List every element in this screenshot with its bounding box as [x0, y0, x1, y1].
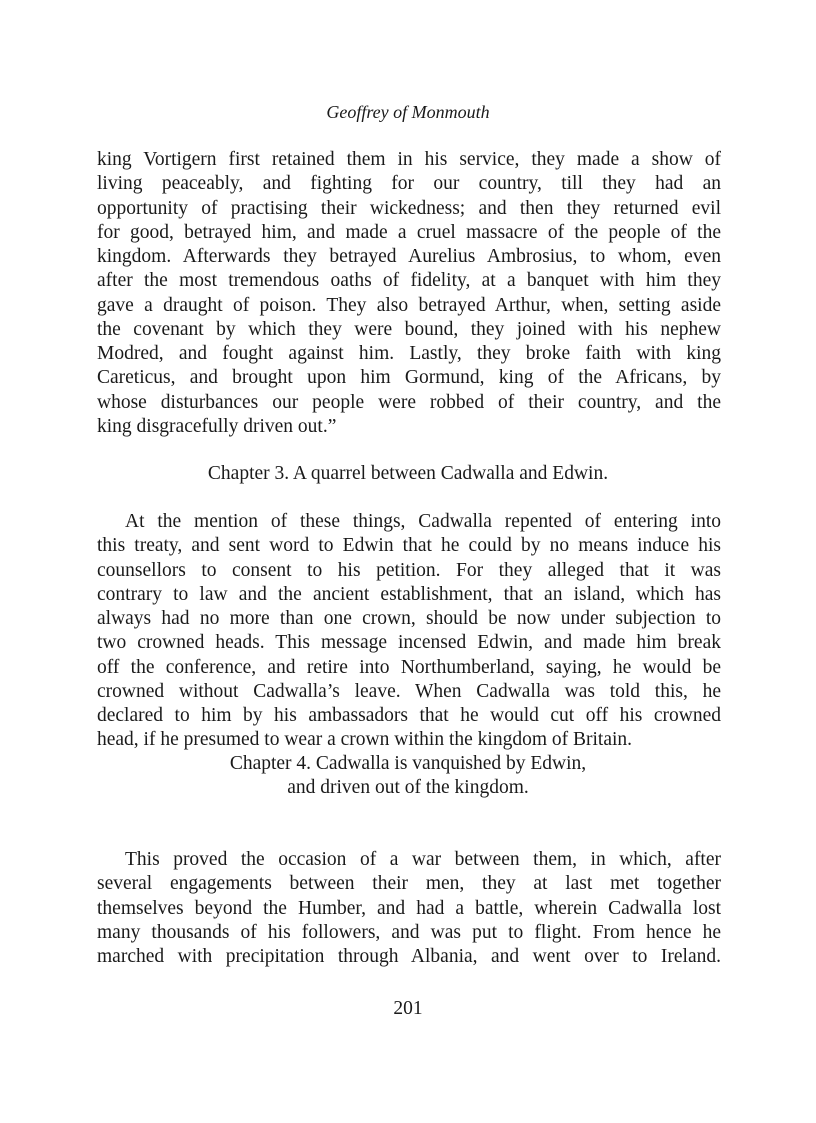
text-line: after the most tremendous oaths of fidelity, at a banquet with him they [97, 270, 721, 292]
text-line: gave a draught of poison. They also betrayed Arthur, when, setting aside [97, 294, 721, 316]
text-line: themselves beyond the Humber, and had a battle, wherein Cadwalla lost [97, 897, 721, 919]
text-line: This proved the occasion of a war between them, in which, after [125, 849, 721, 870]
text-line: marched with precipitation through Albania, and went over to Ireland. [97, 946, 721, 967]
text-line: living peaceably, and fighting for our country, till they had an [97, 173, 721, 195]
text-line: opportunity of practising their wickedness; and then they returned evil [97, 197, 721, 219]
text-line: kingdom. Afterwards they betrayed Aurelius Ambrosius, to whom, even [97, 246, 721, 267]
text-line: several engagements between their men, they at last met together [97, 873, 721, 895]
text-line: head, if he presumed to wear a crown within the kingdom of Britain. [97, 729, 633, 751]
text-line: crowned without Cadwalla’s leave. When Cadwalla was told this, he [97, 680, 721, 702]
text-line: off the conference, and retire into Northumberland, saying, he would be [97, 656, 721, 678]
text-line: for good, betrayed him, and made a cruel massacre of the people of the [97, 221, 721, 243]
text-line: this treaty, and sent word to Edwin that he could by no means induce his [97, 535, 721, 557]
page-number: 201 [393, 998, 423, 1019]
chapter-3-heading: Chapter 3. A quarrel between Cadwalla and Edwin. [207, 463, 609, 484]
text-line: king disgracefully driven out.” [97, 415, 337, 437]
text-line: two crowned heads. This message incensed Edwin, and made him break [97, 632, 721, 654]
text-line: Modred, and fought against him. Lastly, they broke faith with king [97, 343, 721, 364]
chapter-4-heading-line: and driven out of the kingdom. [287, 777, 529, 799]
text-line: counsellors to consent to his petition. For they alleged that it was [97, 559, 721, 581]
text-line: whose disturbances our people were robbed of their country, and the [97, 391, 721, 413]
chapter-4-heading [0, 752, 816, 801]
text-line: king Vortigern first retained them in his service, they made a show of [97, 149, 721, 170]
text-line: always had no more than one crown, should be now under subjection to [97, 608, 721, 629]
paragraph-2 [97, 510, 721, 753]
text-line: At the mention of these things, Cadwalla repented of entering into [125, 511, 721, 532]
running-header: Geoffrey of Monmouth [326, 102, 490, 122]
text-line: Careticus, and brought upon him Gormund, king of the Africans, by [97, 367, 721, 389]
paragraph-1 [97, 148, 721, 439]
paragraph-3 [97, 848, 721, 969]
text-line: declared to him by his ambassadors that he would cut off his crowned [97, 705, 721, 726]
text-line: contrary to law and the ancient establishment, that an island, which has [97, 583, 721, 605]
text-line: the covenant by which they were bound, they joined with his nephew [97, 318, 721, 340]
text-line: many thousands of his followers, and was put to flight. From hence he [97, 921, 721, 943]
chapter-4-heading-line: Chapter 4. Cadwalla is vanquished by Edwin, [229, 753, 587, 774]
